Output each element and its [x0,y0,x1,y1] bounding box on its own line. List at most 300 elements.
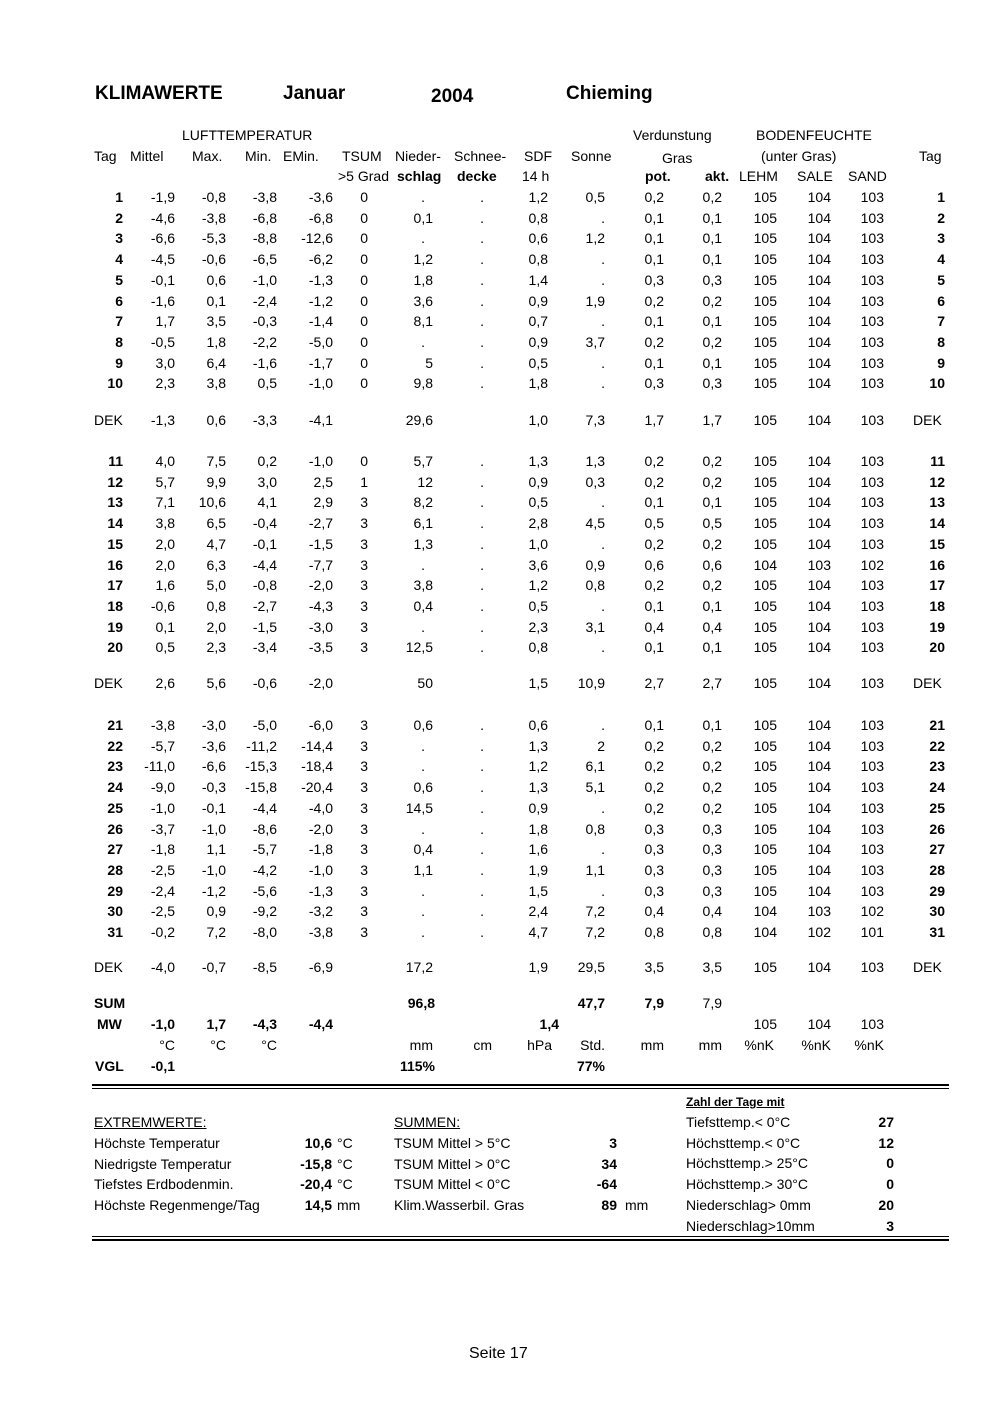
cell-sand: 103 [860,535,884,552]
cell-tag: 12 [107,473,123,490]
cell-niederschlag: 0,4 [413,597,433,614]
cell-sonne: . [601,313,605,330]
cell-sand: 102 [860,556,884,573]
cell-emin: 2,9 [313,494,333,511]
cell-emin: -6,9 [308,959,333,975]
cell-tag-right: 19 [929,618,945,635]
cell-mittel: -1,9 [150,189,175,205]
cell-schnee: . [480,251,484,268]
cell-lehm: 105 [753,737,777,754]
cell-sand: 103 [860,820,884,837]
header-pot: pot. [645,168,671,184]
cell-emin: -2,0 [308,820,333,837]
mw-sale: 104 [807,1016,831,1032]
summen-label: Klim.Wasserbil. Gras [394,1197,525,1214]
cell-min: -2,2 [252,333,277,350]
cell-tag: 14 [107,515,123,532]
cell-tag-right: 4 [937,251,945,268]
cell-sand: 103 [860,209,884,226]
cell-emin: -5,0 [308,333,333,350]
cell-mittel: -6,6 [150,230,175,247]
cell-min: -1,0 [252,271,277,288]
cell-pot: 0,1 [644,597,664,614]
unit-schnee: cm [473,1037,492,1053]
cell-akt: 0,1 [702,639,722,656]
cell-tag: 10 [107,375,123,392]
cell-niederschlag: 5,7 [413,453,433,469]
tage-value: 27 [878,1114,894,1130]
cell-schnee: . [480,779,484,796]
cell-max: 0,9 [206,903,226,920]
cell-min: -0,6 [252,675,277,691]
cell-sdf: 0,5 [528,494,548,511]
cell-sdf: 0,5 [528,597,548,614]
cell-tag: 30 [107,903,123,920]
cell-min: 3,0 [257,473,277,490]
cell-mittel: -11,0 [144,758,175,775]
cell-sale: 104 [807,535,831,552]
cell-min: -3,3 [252,412,277,428]
cell-lehm: 105 [753,453,777,469]
cell-tag-right: 2 [937,209,945,226]
cell-sonne: . [601,717,605,733]
cell-schnee: . [480,515,484,532]
cell-sdf: 0,9 [528,333,548,350]
cell-tag-right: 6 [937,292,945,309]
cell-lehm: 105 [753,577,777,594]
cell-mittel: -4,0 [150,959,175,975]
cell-sale: 104 [807,737,831,754]
cell-emin: -3,2 [308,903,333,920]
cell-sonne: . [601,494,605,511]
cell-min: -8,8 [252,230,277,247]
cell-pot: 2,7 [644,675,664,691]
cell-lehm: 105 [753,861,777,878]
cell-niederschlag: 0,4 [413,841,433,858]
cell-min: -1,6 [252,354,277,371]
cell-max: -0,1 [201,799,226,816]
cell-max: 7,2 [206,924,226,940]
cell-sonne: 10,9 [577,675,605,691]
cell-mittel: 1,7 [155,313,175,330]
cell-tsum: 3 [360,618,368,635]
cell-max: 2,3 [206,639,226,656]
cell-sonne: 1,1 [585,861,605,878]
cell-sale: 104 [807,453,831,469]
summen-unit: mm [625,1197,649,1214]
cell-sonne: 7,2 [585,903,605,920]
cell-sonne: 6,1 [585,758,605,775]
header-tag-left: Tag [94,148,117,164]
extremwerte-title: EXTREMWERTE: [94,1114,207,1130]
cell-sale: 104 [807,820,831,837]
cell-tsum: 3 [360,924,368,940]
cell-sale: 104 [807,882,831,899]
cell-lehm: 105 [753,675,777,691]
cell-tag: 26 [107,820,123,837]
summen-value: 3 [609,1135,617,1151]
cell-min: -8,0 [252,924,277,940]
summen-title: SUMMEN: [394,1114,461,1130]
tage-value: 3 [886,1217,894,1234]
cell-lehm: 104 [753,924,777,940]
cell-max: 0,6 [206,271,226,288]
station: Chieming [566,83,653,104]
cell-tag-right: 25 [929,799,945,816]
cell-niederschlag: . [421,820,425,837]
cell-schnee: . [480,209,484,226]
mw-max: 1,7 [206,1016,226,1032]
cell-niederschlag: 6,1 [413,515,433,532]
cell-akt: 0,2 [702,535,722,552]
cell-emin: -3,5 [308,639,333,656]
cell-tag-right: DEK [913,412,942,428]
cell-mittel: -2,4 [150,882,175,899]
cell-tsum: 0 [360,251,368,268]
cell-mittel: 1,6 [155,577,175,594]
cell-tag: 31 [107,924,123,940]
cell-min: -4,4 [252,799,277,816]
cell-schnee: . [480,453,484,469]
cell-mittel: -4,6 [150,209,175,226]
cell-tag: 6 [115,292,123,309]
cell-pot: 1,7 [644,412,664,428]
cell-pot: 0,2 [644,453,664,469]
cell-sdf: 4,7 [528,924,548,940]
cell-min: -5,6 [252,882,277,899]
cell-tsum: 3 [360,903,368,920]
cell-mittel: 0,5 [155,639,175,656]
cell-emin: -7,7 [308,556,333,573]
tage-value: 12 [878,1134,894,1151]
cell-sand: 103 [860,453,884,469]
cell-min: -2,4 [252,292,277,309]
cell-tag-right: 22 [929,737,945,754]
cell-pot: 0,1 [644,313,664,330]
cell-max: -0,8 [201,189,226,205]
cell-tag: 20 [107,639,123,656]
cell-akt: 0,2 [702,453,722,469]
cell-akt: 0,1 [702,313,722,330]
divider-bottom [92,1239,949,1241]
cell-tag-right: 30 [929,903,945,920]
cell-mittel: 2,0 [155,556,175,573]
cell-lehm: 105 [753,597,777,614]
cell-pot: 0,2 [644,779,664,796]
cell-sand: 101 [860,924,884,940]
cell-sale: 104 [807,717,831,733]
cell-niederschlag: 12,5 [405,639,433,656]
cell-sand: 103 [860,737,884,754]
cell-emin: -1,4 [308,313,333,330]
cell-lehm: 105 [753,799,777,816]
cell-mittel: -1,0 [150,799,175,816]
vgl-mittel: -0,1 [150,1058,175,1074]
cell-schnee: . [480,820,484,837]
cell-pot: 0,1 [644,717,664,733]
unit-sale: %nK [801,1037,831,1053]
cell-sonne: 7,3 [585,412,605,428]
cell-pot: 0,2 [644,189,664,205]
cell-tag: 4 [115,251,123,268]
cell-tsum: 3 [360,535,368,552]
cell-tag-right: 8 [937,333,945,350]
cell-sand: 103 [860,494,884,511]
cell-sand: 103 [860,717,884,733]
cell-schnee: . [480,758,484,775]
month: Januar [283,83,346,104]
cell-sand: 103 [860,841,884,858]
unit-min: °C [261,1037,277,1053]
cell-akt: 0,1 [702,494,722,511]
cell-akt: 0,4 [702,903,722,920]
cell-lehm: 105 [753,882,777,899]
cell-sale: 104 [807,354,831,371]
cell-mittel: -1,6 [150,292,175,309]
cell-max: 0,6 [206,412,226,428]
year: 2004 [431,86,474,107]
cell-lehm: 105 [753,494,777,511]
cell-sonne: . [601,799,605,816]
cell-pot: 0,1 [644,230,664,247]
cell-tag-right: 18 [929,597,945,614]
tage-value: 0 [886,1176,894,1193]
cell-sdf: 0,6 [528,230,548,247]
cell-sonne: 2 [597,737,605,754]
cell-min: -4,4 [252,556,277,573]
cell-sand: 103 [860,313,884,330]
cell-niederschlag: 9,8 [413,375,433,392]
cell-pot: 0,2 [644,535,664,552]
cell-emin: -4,0 [308,799,333,816]
cell-mittel: -0,5 [150,333,175,350]
cell-tag: 13 [107,494,123,511]
cell-lehm: 105 [753,189,777,205]
cell-sdf: 0,9 [528,292,548,309]
cell-sonne: 0,9 [585,556,605,573]
cell-sdf: 0,8 [528,639,548,656]
tage-value: 20 [878,1196,894,1213]
cell-mittel: -1,3 [150,412,175,428]
cell-emin: -3,6 [308,189,333,205]
cell-lehm: 105 [753,959,777,975]
cell-akt: 0,2 [702,577,722,594]
cell-schnee: . [480,375,484,392]
cell-sand: 103 [860,271,884,288]
cell-tsum: 0 [360,189,368,205]
cell-tsum: 3 [360,597,368,614]
cell-tag: DEK [94,412,123,428]
cell-tag: 25 [107,799,123,816]
cell-sonne: 0,5 [585,189,605,205]
cell-emin: -1,7 [308,354,333,371]
cell-sand: 103 [860,333,884,350]
cell-tag-right: 20 [929,639,945,656]
header-unter-gras: (unter Gras) [761,148,837,164]
sum-sonne: 47,7 [577,995,605,1011]
cell-sdf: 1,2 [528,189,548,205]
cell-niederschlag: 1,2 [413,251,433,268]
cell-max: 3,5 [206,313,226,330]
cell-mittel: -2,5 [150,861,175,878]
cell-emin: -4,3 [308,597,333,614]
cell-sonne: 29,5 [577,959,605,975]
cell-sonne: . [601,271,605,288]
cell-akt: 0,2 [702,799,722,816]
cell-sale: 104 [807,313,831,330]
cell-tag: 22 [107,737,123,754]
cell-tag-right: 12 [929,473,945,490]
cell-min: -6,8 [252,209,277,226]
cell-tag: 3 [115,230,123,247]
tage-label: Niederschlag>10mm [686,1217,815,1234]
cell-max: -3,8 [201,209,226,226]
header-sdf: SDF [524,148,552,164]
cell-schnee: . [480,717,484,733]
header-decke: decke [457,168,497,184]
cell-sale: 104 [807,758,831,775]
cell-tag: 29 [107,882,123,899]
cell-emin: -1,0 [308,861,333,878]
cell-tag-right: 1 [937,189,945,205]
cell-tag: DEK [94,675,123,691]
cell-max: 9,9 [206,473,226,490]
header-max: Max. [192,148,223,164]
mw-mittel: -1,0 [150,1016,175,1032]
cell-akt: 0,2 [702,758,722,775]
cell-max: 2,0 [206,618,226,635]
cell-sand: 103 [860,292,884,309]
cell-niederschlag: 1,1 [413,861,433,878]
cell-lehm: 105 [753,841,777,858]
extrem-value: 14,5 [304,1197,332,1214]
cell-lehm: 105 [753,333,777,350]
cell-tsum: 3 [360,737,368,754]
cell-sand: 103 [860,230,884,247]
cell-tsum: 3 [360,639,368,656]
cell-tsum: 3 [360,494,368,511]
cell-max: -6,6 [201,758,226,775]
cell-akt: 0,2 [702,473,722,490]
cell-tag-right: 17 [929,577,945,594]
cell-lehm: 105 [753,209,777,226]
cell-niederschlag: . [421,189,425,205]
vgl-sonne: 77% [576,1058,605,1074]
cell-max: -1,0 [201,820,226,837]
cell-schnee: . [480,230,484,247]
cell-sonne: . [601,882,605,899]
cell-akt: 0,3 [702,375,722,392]
cell-schnee: . [480,882,484,899]
cell-schnee: . [480,535,484,552]
cell-pot: 0,6 [644,556,664,573]
cell-tag-right: 31 [929,924,945,940]
cell-schnee: . [480,333,484,350]
cell-pot: 0,3 [644,820,664,837]
cell-tsum: 3 [360,882,368,899]
cell-niederschlag: 3,8 [413,577,433,594]
header-verdunstung: Verdunstung [633,127,712,143]
unit-pot: mm [640,1037,664,1053]
cell-emin: -18,4 [301,758,333,775]
cell-max: -1,0 [201,861,226,878]
cell-akt: 0,6 [702,556,722,573]
cell-sonne: 1,9 [585,292,605,309]
cell-sale: 104 [807,412,831,428]
cell-sand: 103 [860,473,884,490]
header-schnee: Schnee- [454,148,507,164]
cell-schnee: . [480,313,484,330]
cell-niederschlag: 14,5 [405,799,433,816]
cell-niederschlag: . [421,333,425,350]
cell-akt: 0,3 [702,841,722,858]
cell-sand: 103 [860,799,884,816]
tage-label: Höchsttemp.< 0°C [686,1134,801,1151]
cell-max: 6,4 [206,354,226,371]
cell-min: -15,3 [245,758,277,775]
cell-niederschlag: 8,1 [413,313,433,330]
cell-sonne: . [601,354,605,371]
sum-pot: 7,9 [644,995,664,1011]
cell-akt: 0,3 [702,820,722,837]
unit-sand: %nK [854,1037,884,1053]
cell-tsum: 0 [360,313,368,330]
cell-schnee: . [480,924,484,940]
cell-pot: 0,2 [644,292,664,309]
cell-min: 0,2 [257,453,277,469]
cell-schnee: . [480,354,484,371]
cell-mittel: -9,0 [150,779,175,796]
cell-mittel: 7,1 [155,494,175,511]
cell-mittel: -2,5 [150,903,175,920]
cell-tag-right: 11 [930,453,945,469]
unit-sdf: hPa [527,1037,552,1053]
cell-tag: 15 [107,535,123,552]
cell-sale: 104 [807,189,831,205]
extrem-label: Höchste Regenmenge/Tag [94,1197,260,1214]
cell-schnee: . [480,473,484,490]
cell-sale: 104 [807,375,831,392]
tage-label: Tiefsttemp.< 0°C [686,1114,791,1130]
cell-sonne: 7,2 [585,924,605,940]
header-sonne: Sonne [571,148,612,164]
cell-niederschlag: 12 [417,473,433,490]
cell-sonne: . [601,375,605,392]
cell-lehm: 105 [753,639,777,656]
cell-sdf: 1,0 [528,535,548,552]
sum-label: SUM [94,995,126,1011]
cell-mittel: -0,2 [150,924,175,940]
cell-lehm: 104 [753,556,777,573]
cell-sdf: 2,3 [528,618,548,635]
cell-sale: 104 [807,841,831,858]
cell-sale: 103 [807,903,831,920]
cell-max: 5,0 [206,577,226,594]
cell-sdf: 2,4 [528,903,548,920]
cell-akt: 0,2 [702,737,722,754]
cell-lehm: 105 [753,535,777,552]
cell-akt: 0,2 [702,333,722,350]
cell-pot: 0,3 [644,861,664,878]
cell-niederschlag: 0,6 [413,779,433,796]
cell-tag-right: 15 [929,535,945,552]
cell-schnee: . [480,618,484,635]
cell-tsum: 0 [360,375,368,392]
cell-niederschlag: 17,2 [405,959,433,975]
cell-max: -1,2 [201,882,226,899]
tage-label: Niederschlag> 0mm [686,1196,811,1213]
header-sale: SALE [797,168,833,184]
